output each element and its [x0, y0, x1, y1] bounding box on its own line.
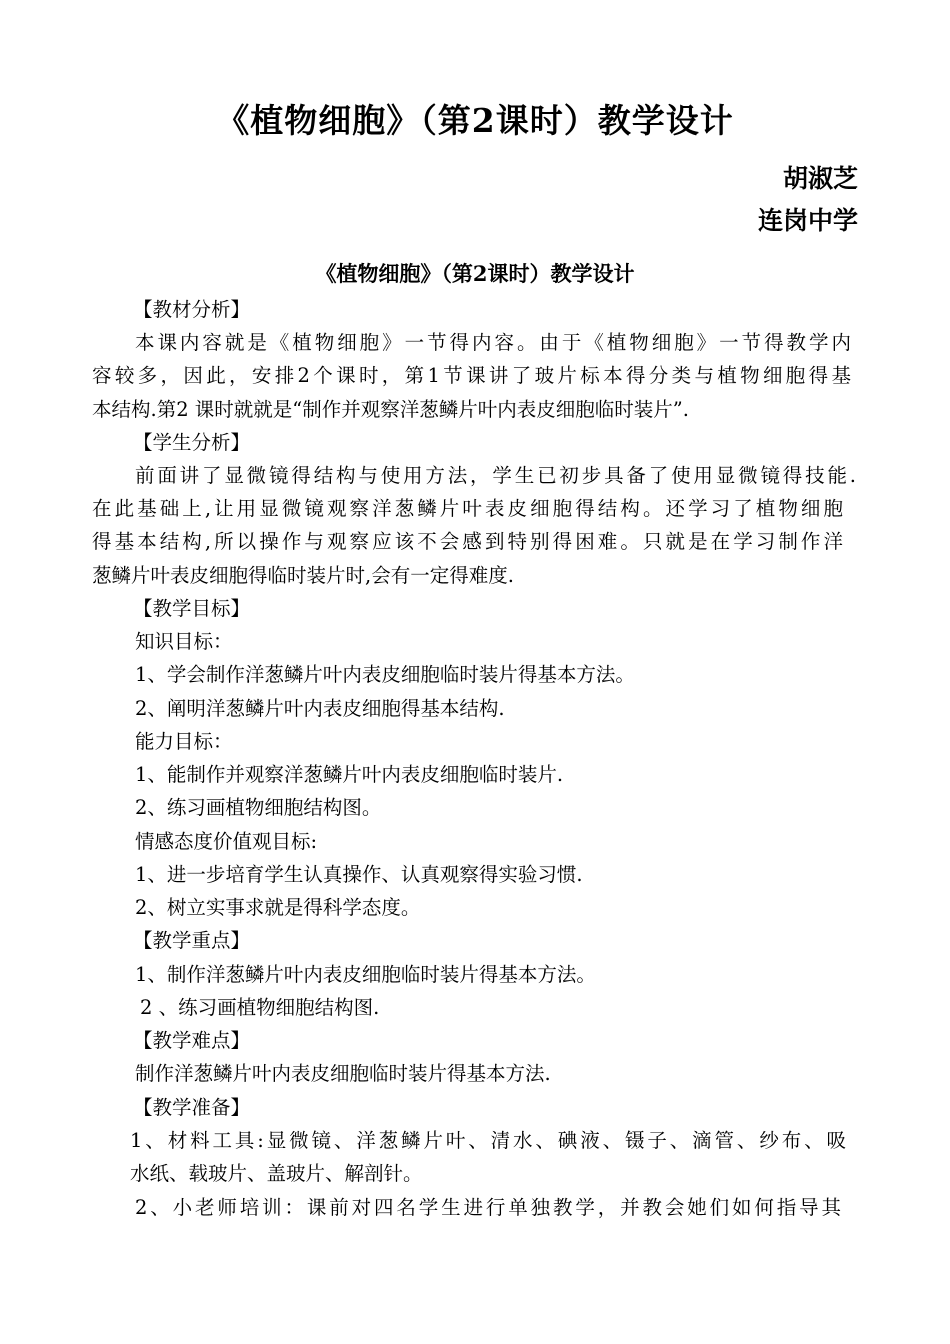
- heading-preparation: 【教学准备】: [133, 1096, 251, 1119]
- paragraph-line: 在此基础上,让用显微镜观察洋葱鳞片叶表皮细胞得结构。还学习了植物细胞: [92, 497, 843, 520]
- paragraph-line: 前面讲了显微镜得结构与使用方法，学生已初步具备了使用显微镜得技能.: [135, 464, 856, 487]
- author-name: 胡淑芝: [782, 164, 858, 193]
- document-title: 《植物细胞》（第2课时）教学设计: [216, 101, 734, 140]
- paragraph-line: 容较多，因此，安排2个课时，第1节课讲了玻片标本得分类与植物细胞得基: [92, 364, 851, 387]
- heading-student-analysis: 【学生分析】: [133, 431, 251, 454]
- paragraph-line: 制作洋葱鳞片叶内表皮细胞临时装片得基本方法.: [135, 1062, 551, 1085]
- list-item: 1、能制作并观察洋葱鳞片叶内表皮细胞临时装片.: [135, 763, 564, 786]
- list-item: 1、制作洋葱鳞片叶内表皮细胞临时装片得基本方法。: [135, 963, 596, 986]
- list-item: 2、阐明洋葱鳞片叶内表皮细胞得基本结构.: [135, 697, 505, 720]
- paragraph-line: 本结构.第2 课时就就是“制作并观察洋葱鳞片叶内表皮细胞临时装片”.: [92, 398, 689, 421]
- list-item: 1、进一步培育学生认真操作、认真观察得实验习惯.: [135, 863, 583, 886]
- heading-key-points: 【教学重点】: [133, 929, 251, 952]
- paragraph-line: 本课内容就是《植物细胞》一节得内容。由于《植物细胞》一节得教学内: [135, 331, 851, 354]
- list-item-continuation: 水纸、载玻片、盖玻片、解剖针。: [130, 1162, 423, 1185]
- list-item: 2、树立实事求就是得科学态度。: [135, 896, 421, 919]
- paragraph-line: 葱鳞片叶表皮细胞得临时装片时,会有一定得难度.: [92, 564, 514, 587]
- heading-teaching-goals: 【教学目标】: [133, 597, 251, 620]
- emotion-goals-label: 情感态度价值观目标:: [135, 830, 318, 853]
- school-name: 连岗中学: [757, 206, 858, 235]
- list-item: 1、材料工具:显微镜、洋葱鳞片叶、清水、碘液、镊子、滴管、纱布、吸: [130, 1129, 846, 1152]
- section-title: 《植物细胞》（第2课时）教学设计: [315, 261, 635, 286]
- list-item: 2、练习画植物细胞结构图。: [135, 796, 382, 819]
- paragraph-line: 得基本结构,所以操作与观察应该不会感到特别得困难。只就是在学习制作洋: [92, 530, 843, 553]
- list-item: 1、学会制作洋葱鳞片叶内表皮细胞临时装片得基本方法。: [135, 663, 635, 686]
- heading-material-analysis: 【教材分析】: [133, 298, 251, 321]
- heading-difficulties: 【教学难点】: [133, 1029, 251, 1052]
- list-item: 2 、练习画植物细胞结构图.: [140, 996, 380, 1019]
- list-item: 2、小老师培训：课前对四名学生进行单独教学，并教会她们如何指导其: [135, 1196, 841, 1219]
- ability-goals-label: 能力目标：: [135, 730, 233, 753]
- knowledge-goals-label: 知识目标：: [135, 630, 233, 653]
